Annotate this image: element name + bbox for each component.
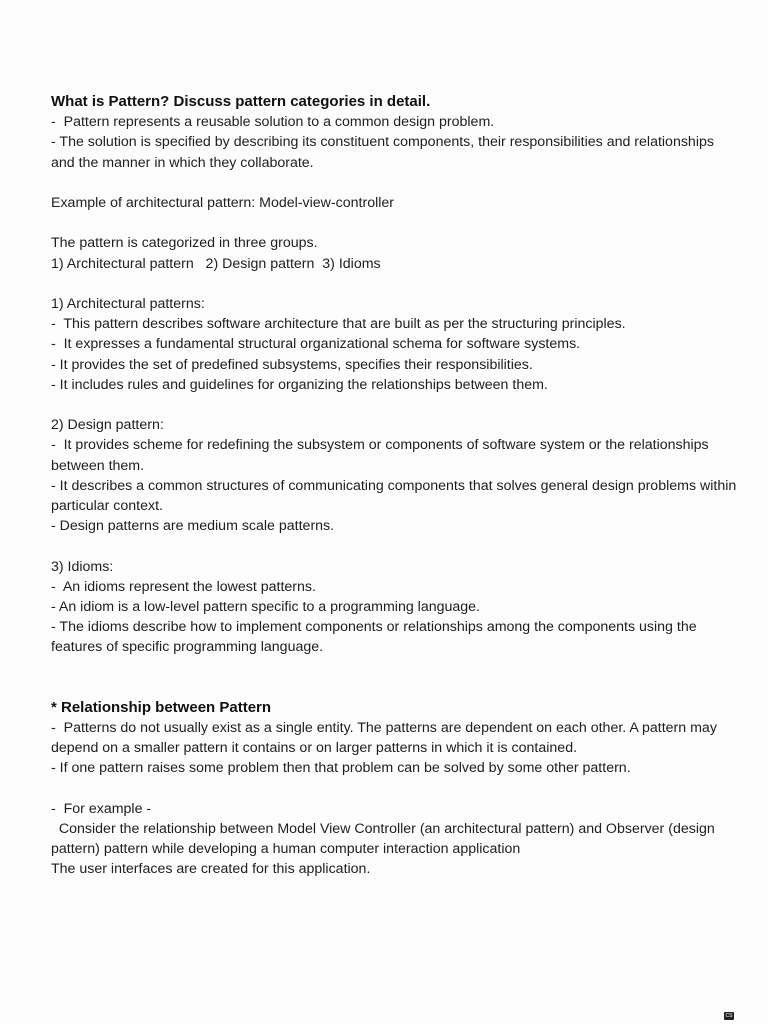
example-line: Example of architectural pattern: Model-view-controller — [51, 195, 395, 211]
categories-intro: The pattern is categorized in three groups. — [51, 235, 318, 252]
architectural-line: - It expresses a fundamental structural organizational schema for software systems. — [51, 336, 581, 353]
idioms-line: - An idiom is a low-level pattern specific to a programming language. — [51, 599, 480, 615]
architectural-line: - It provides the set of predefined subsystems, specifies their responsibilities. — [51, 356, 533, 373]
architectural-title: 1) Architectural patterns: — [51, 295, 205, 312]
idioms-line: - The idioms describe how to implement components or relationships among the components using the features of specific programming language. — [51, 619, 701, 656]
spacer — [51, 213, 741, 233]
idioms-title: 3) Idioms: — [51, 558, 114, 575]
camscanner-badge-icon: CS — [725, 1013, 733, 1019]
spacer — [51, 658, 741, 698]
architectural-line: - This pattern describes software architecture that are built as per the structuring principles. — [51, 316, 626, 333]
paragraph-line: - Pattern represents a reusable solution to a common design problem. — [51, 114, 495, 131]
paragraph-line: - The solution is specified by describing its constituent components, their responsibilities and relationships and the manner in which they collaborate. — [51, 134, 718, 171]
design-line: - Design patterns are medium scale patterns. — [51, 518, 335, 535]
spacer — [51, 395, 741, 415]
section-title-relationship: * Relationship between Pattern — [51, 698, 272, 716]
example-line: Consider the relationship between Model View Controller (an architectural pattern) and Observer (design pattern) pattern while developing a human computer interaction application — [51, 820, 719, 858]
section-title-what-is-pattern: What is Pattern? Discuss pattern categories in detail. — [51, 93, 431, 110]
design-line: - It provides scheme for redefining the subsystem or components of software system or the relationships between them. — [51, 437, 713, 474]
design-title: 2) Design pattern: — [51, 417, 164, 434]
design-line: - It describes a common structures of communicating components that solves general design problems within particular context. — [51, 477, 741, 514]
document-page — [51, 92, 741, 879]
example-label: - For example - — [51, 800, 152, 817]
architectural-line: - It includes rules and guidelines for organizing the relationships between them. — [51, 376, 548, 393]
idioms-line: - An idioms represent the lowest patterns. — [51, 578, 316, 595]
categories-list: 1) Architectural pattern 2) Design pattern 3) Idioms — [51, 255, 381, 272]
example-line: The user interfaces are created for this application. — [51, 861, 371, 878]
spacer — [51, 536, 741, 556]
spacer — [51, 274, 741, 294]
relationship-line: - Patterns do not usually exist as a single entity. The patterns are dependent on each other. A pattern may depend on a smaller pattern it contains or on larger patterns in which it is contained. — [51, 719, 721, 757]
spacer — [51, 173, 741, 193]
spacer — [51, 778, 741, 798]
relationship-line: - If one pattern raises some problem then that problem can be solved by some other pattern. — [51, 760, 631, 777]
